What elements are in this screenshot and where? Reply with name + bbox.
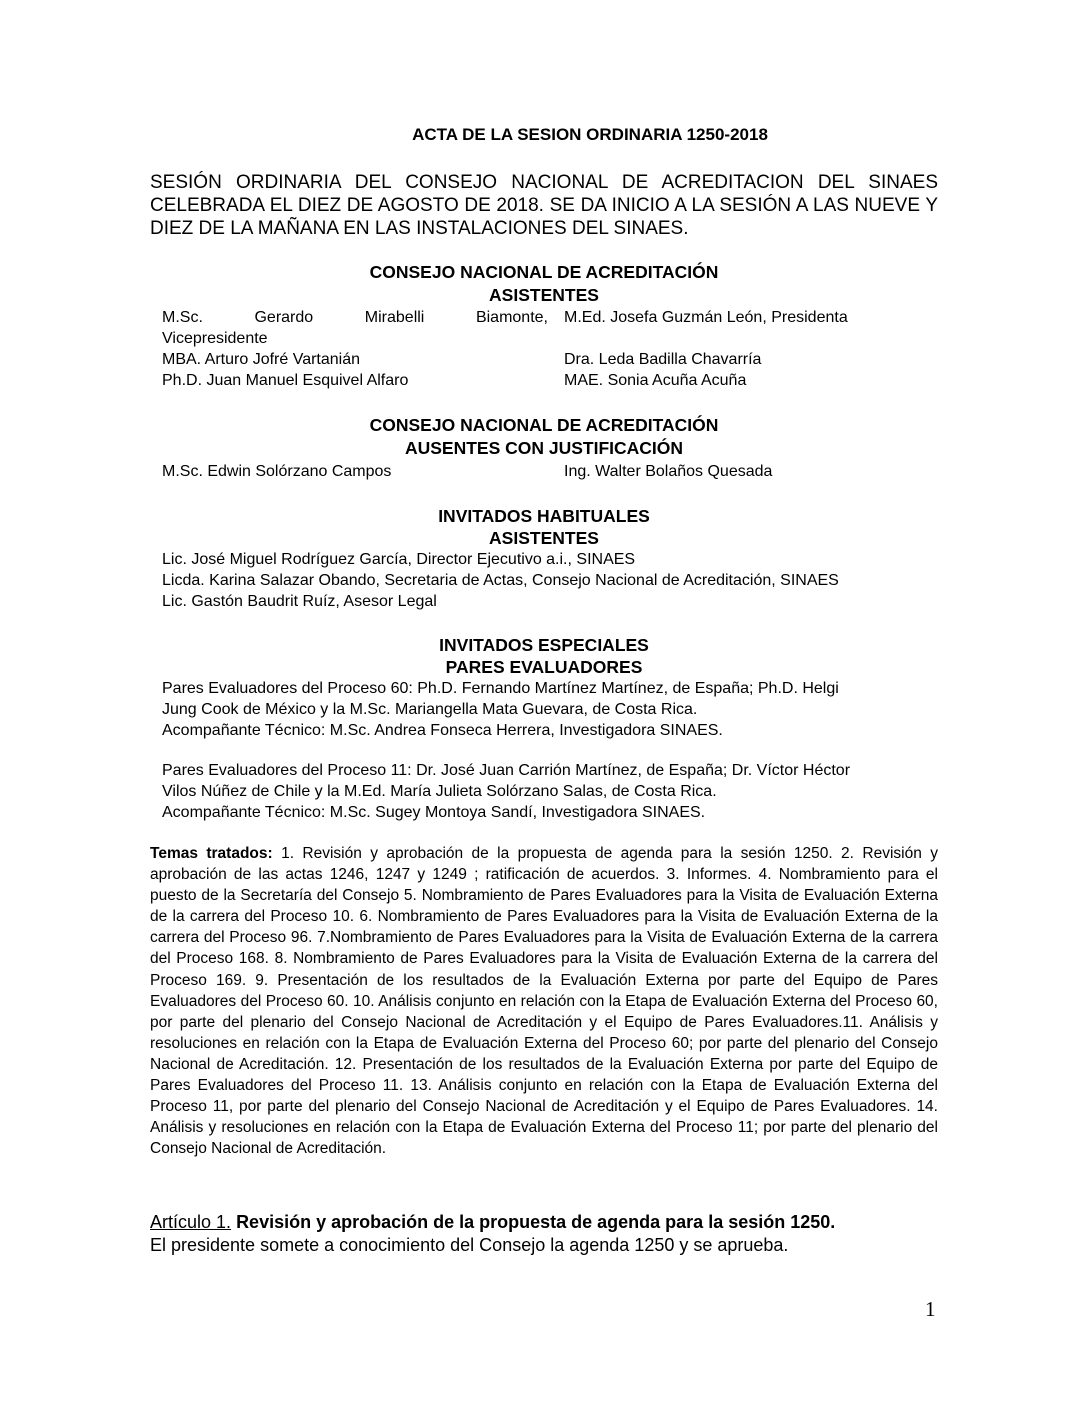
temas-tratados (150, 843, 938, 1159)
temas-label: Temas tratados: (150, 845, 273, 862)
document-title: ACTA DE LA SESION ORDINARIA 1250-2018 (412, 125, 768, 144)
invitados-habituales-subheading: ASISTENTES (489, 528, 599, 548)
attendee-gerardo (162, 307, 548, 328)
session-intro-text: SESIÓN ORDINARIA DEL CONSEJO NACIONAL DE ACREDITACION DEL SINAES CELEBRADA EL DIEZ DE AGOSTO DE 2018. SE DA INICIO A LA SESIÓN A LAS NUEVE Y DIEZ DE LA MAÑANA EN LAS INSTALACIONES DEL SINAES. (150, 172, 938, 239)
pares-proceso-11-line: Vilos Núñez de Chile y la M.Ed. María Julieta Solórzano Salas, de Costa Rica. (162, 783, 717, 800)
articulo-text: El presidente somete a conocimiento del Consejo la agenda 1250 y se aprueba. (150, 1235, 789, 1255)
attendee-gerardo-role: Vicepresidente (162, 330, 268, 347)
absent-edwin: M.Sc. Edwin Solórzano Campos (162, 463, 392, 480)
guest-line: Licda. Karina Salazar Obando, Secretaria de Actas, Consejo Nacional de Acreditación, SINAES (162, 572, 839, 589)
attendee-word: Biamonte, (475, 309, 548, 326)
attendee-sonia: MAE. Sonia Acuña Acuña (564, 372, 747, 389)
articulo-heading: Revisión y aprobación de la propuesta de agenda para la sesión 1250. (236, 1212, 836, 1232)
attendee-arturo: MBA. Arturo Jofré Vartanián (162, 351, 361, 368)
articulo-1 (150, 1211, 950, 1257)
attendee-word: Mirabelli (364, 309, 425, 326)
pares-proceso-60-line: Pares Evaluadores del Proceso 60: Ph.D. Fernando Martínez Martínez, de España; Ph.D. Helgi (162, 680, 839, 697)
pares-proceso-11 (162, 760, 928, 823)
pares-evaluadores-heading: PARES EVALUADORES (445, 657, 643, 677)
pares-proceso-11-line: Pares Evaluadores del Proceso 11: Dr. José Juan Carrión Martínez, de España; Dr. Víctor Héctor (162, 762, 851, 779)
pares-proceso-11-line: Acompañante Técnico: M.Sc. Sugey Montoya Sandí, Investigadora SINAES. (162, 804, 706, 821)
absent-walter: Ing. Walter Bolaños Quesada (564, 463, 773, 480)
attendee-word: Gerardo (254, 309, 314, 326)
attendee-leda: Dra. Leda Badilla Chavarría (564, 351, 762, 368)
guest-line: Lic. José Miguel Rodríguez García, Director Ejecutivo a.i., SINAES (162, 551, 636, 568)
attendee-josefa: M.Ed. Josefa Guzmán León, Presidenta (564, 309, 848, 326)
guest-line: Lic. Gastón Baudrit Ruíz, Asesor Legal (162, 593, 437, 610)
pares-proceso-60-line: Jung Cook de México y la M.Sc. Mariangella Mata Guevara, de Costa Rica. (162, 701, 698, 718)
attendee-juan-manuel: Ph.D. Juan Manuel Esquivel Alfaro (162, 372, 409, 389)
ausentes-heading: AUSENTES CON JUSTIFICACIÓN (404, 438, 684, 458)
ausentes-heading-council: CONSEJO NACIONAL DE ACREDITACIÓN (369, 415, 719, 435)
invitados-habituales-heading: INVITADOS HABITUALES (438, 506, 650, 526)
pares-proceso-60-line: Acompañante Técnico: M.Sc. Andrea Fonseca Herrera, Investigadora SINAES. (162, 722, 723, 739)
asistentes-heading-council: CONSEJO NACIONAL DE ACREDITACIÓN (369, 262, 719, 282)
asistentes-heading: ASISTENTES (489, 285, 599, 305)
invitados-especiales-heading: INVITADOS ESPECIALES (439, 635, 649, 655)
session-intro (150, 171, 938, 240)
temas-text: 1. Revisión y aprobación de la propuesta de agenda para la sesión 1250. 2. Revisión y aprobación de las actas 1246, 1247 y 1249 ; ratificación de acuerdos. 3. Informes. 4. Nombramiento para el puesto de la Secretaría del Consejo 5. Nombramiento de Pares Evaluadores para la Visita de Evaluación Externa de la carrera del Proceso 10. 6. Nombramiento de Pares Evaluadores para la Visita de Evaluación Externa de la carrera del Proceso 96. 7.Nombramiento de Pares Evaluadores para la Visita de Evaluación Externa de la carrera del Proceso 168. 8. Nombramiento de Pares Evaluadores para la Visita de Evaluación Externa de la carrera del Proceso 169. 9. Presentación de los resultados de la Evaluación Externa por parte del Equipo de Pares Evaluadores del Proceso 60. 10. Análisis conjunto en relación con la Etapa de Evaluación Externa del Proceso 60, por parte del plenario del Consejo Nacional de Acreditación y el Equipo de Pares Evaluadores.11. Análisis y resoluciones en relación con la Etapa de Evaluación Externa del Proceso 60; por parte del plenario del Consejo Nacional de Acreditación. 12. Presentación de los resultados de la Evaluación Externa por parte del Equipo de Pares Evaluadores del Proceso 11. 13. Análisis conjunto en relación con la Etapa de Evaluación Externa del Proceso 11, por parte del plenario del Consejo Nacional de Acreditación y el Equipo de Pares Evaluadores. 14. Análisis y resoluciones en relación con la Etapa de Evaluación Externa del Proceso 11; por parte del plenario del Consejo Nacional de Acreditación. (150, 845, 938, 1158)
page-number: 1 (925, 1297, 936, 1321)
attendee-word: M.Sc. (162, 309, 203, 326)
pares-proceso-60 (162, 678, 928, 741)
articulo-label: Artículo 1. (150, 1212, 232, 1232)
